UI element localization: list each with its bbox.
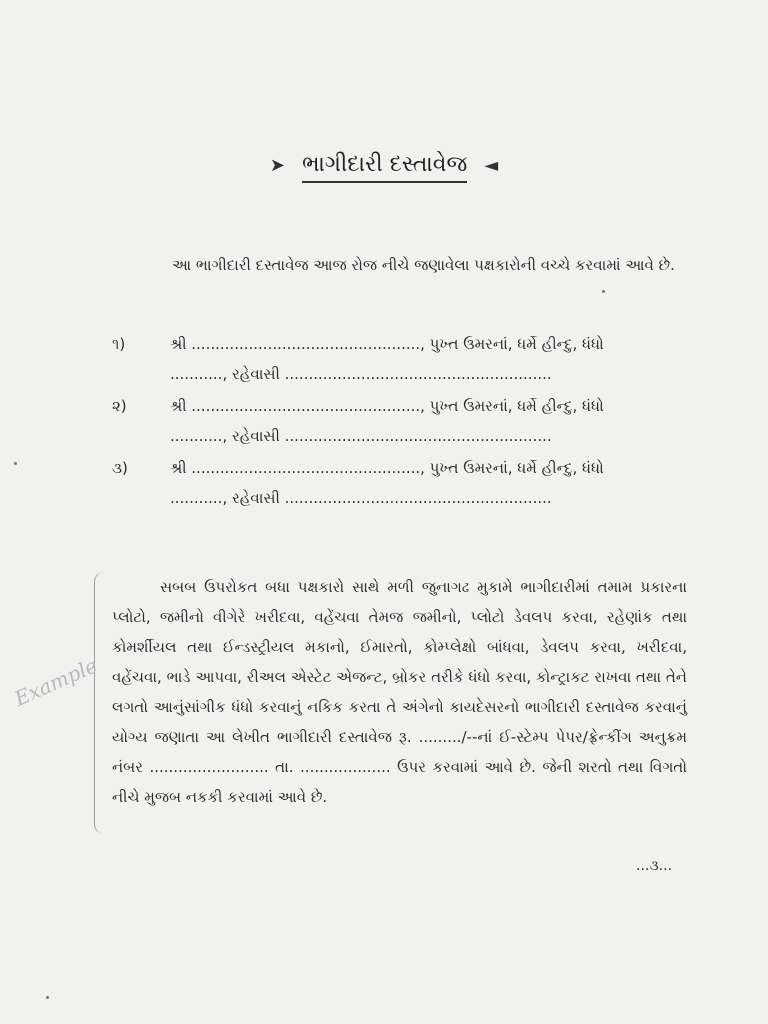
- body-paragraph: [112, 572, 687, 812]
- document-title-block: [0, 152, 768, 177]
- example-watermark: Example: [10, 653, 101, 711]
- intro-paragraph: [112, 250, 692, 280]
- party-number: ૩): [112, 459, 128, 477]
- scan-speck: [46, 996, 49, 999]
- party-name-line: શ્રી ................................................, પુખ્ત ઉમરનાં, ધર્મે હીન્દુ, ધંધો: [170, 335, 604, 353]
- party-number: ૨): [112, 397, 127, 415]
- scan-speck: [14, 462, 17, 465]
- title-left-arrow-icon: ➤: [269, 155, 285, 176]
- party-residence-line: ..........., રહેવાસી ........................................................: [170, 489, 552, 507]
- party-item: [112, 335, 697, 397]
- party-number: ૧): [112, 335, 126, 353]
- party-item: [112, 397, 697, 459]
- parties-list: [112, 335, 697, 521]
- body-text: સબબ ઉપરોકત બધા પક્ષકારો સાથે મળી જુનાગઢ મુકામે ભાગીદારીમાં તમામ પ્રકારના પ્લોટો, જમીનો વીગેરે ખરીદવા, વહેંચવા તેમજ જમીનો, પ્લોટો ડેવલપ કરવા, રહેણાંક તથા કોમર્શીયલ તથા ઈન્ડસ્ટ્રીયલ મકાનો, ઈમારતો, કોમ્પ્લેક્ષો બાંધવા, ડેવલપ કરવા, ખરીદવા, વહેંચવા, ભાડે આપવા, રીઅલ એસ્ટેટ એજન્ટ, બ્રોકર તરીકે ધંધો કરવા, કોન્ટ્રાકટ રાખવા તથા તેને લગતો આનુંસાંગીક ધંધો કરવાનું નકિક કરતા તે અંગેનો કાયદેસરનો ભાગીદારી દસ્તાવેજ કરવાનું યોગ્ય જણાતા આ લેખીત ભાગીદારી દસ્તાવેજ રૂ. ........./--નાં ઈ-સ્ટેમ્પ પેપર/ફ્રેન્કીંગ અનુક્રમ નંબર ......................... તા. ................... ઉપર કરવામાં આવે છે. જેની શરતો તથા વિગતો નીચે મુજબ નકકી કરવામાં આવે છે.: [112, 578, 687, 806]
- party-residence-line: ..........., રહેવાસી ........................................................: [170, 365, 552, 383]
- title-right-arrow-icon: ◄: [484, 155, 499, 176]
- scan-speck: [602, 290, 605, 293]
- party-item: [112, 459, 697, 521]
- party-name-line: શ્રી ................................................, પુખ્ત ઉમરનાં, ધર્મે હીન્દુ, ધંધો: [170, 459, 604, 477]
- document-title: ભાગીદારી દસ્તાવેજ: [302, 152, 467, 183]
- margin-bracket: [94, 572, 107, 834]
- intro-text: આ ભાગીદારી દસ્તાવેજ આજ રોજ નીચે જણાવેલા પક્ષકારોની વચ્ચે કરવામાં આવે છે.: [172, 256, 675, 274]
- page-continuation-marker: ...૩...: [636, 858, 673, 874]
- party-residence-line: ..........., રહેવાસી ........................................................: [170, 427, 552, 445]
- party-name-line: શ્રી ................................................, પુખ્ત ઉમરનાં, ધર્મે હીન્દુ, ધંધો: [170, 397, 604, 415]
